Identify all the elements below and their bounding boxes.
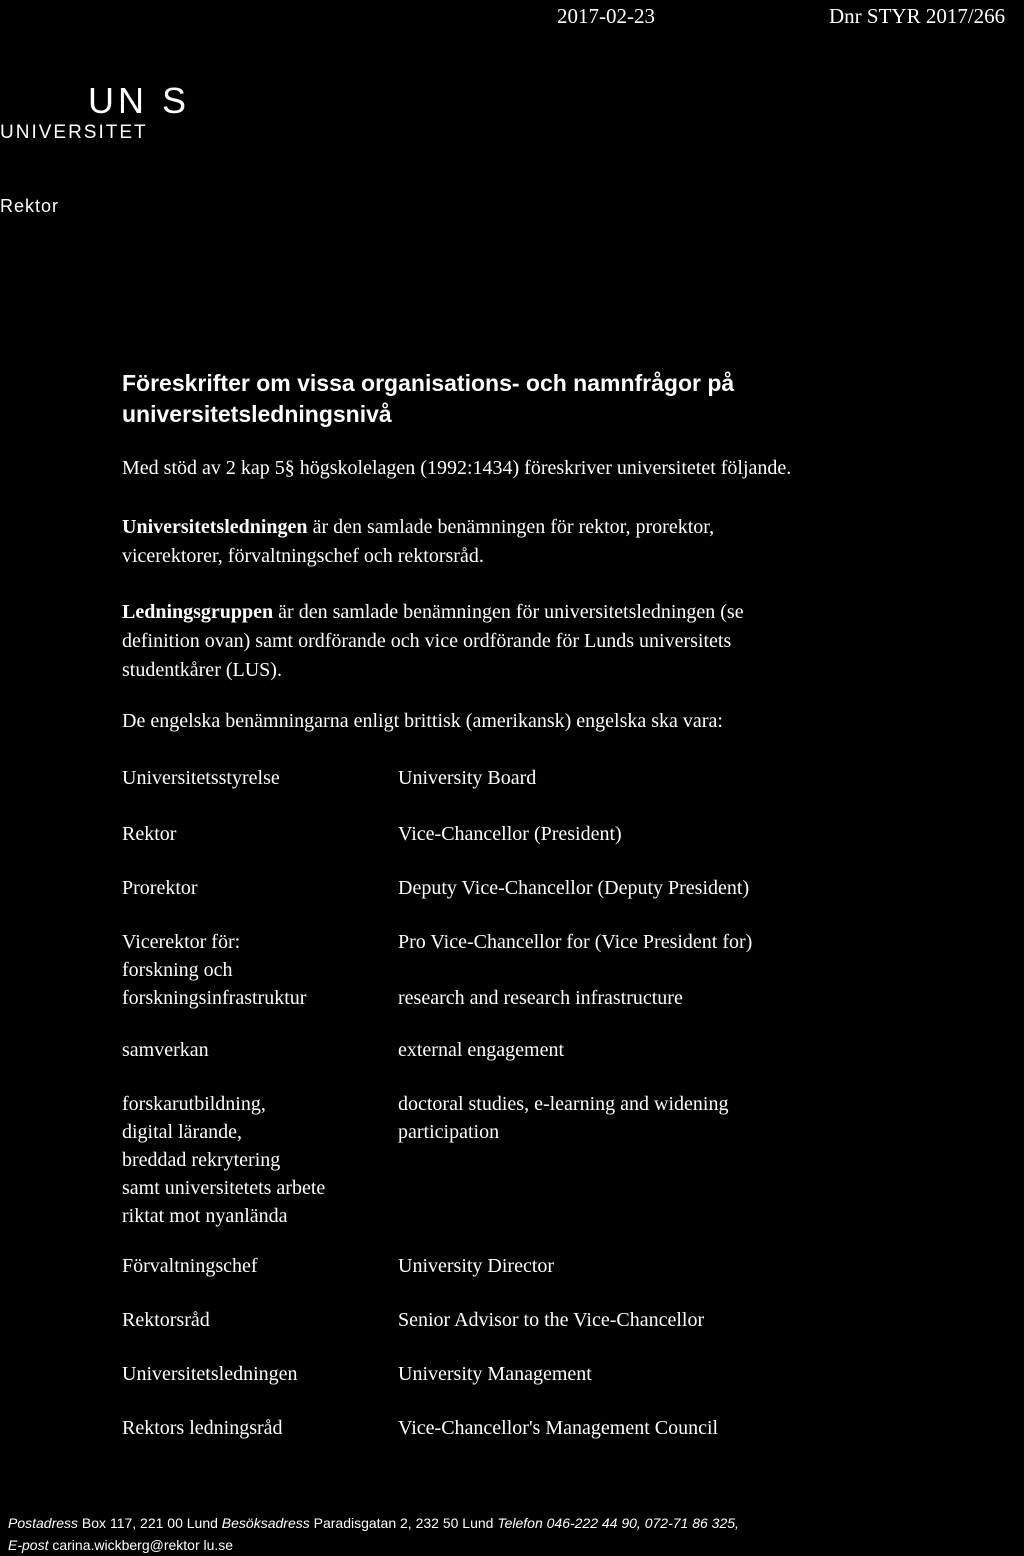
term-english-line: research and research infrastructure: [398, 987, 683, 1009]
footer-email-label: E-post: [8, 1537, 49, 1553]
footer-postal-value: Box 117, 221 00 Lund: [78, 1515, 222, 1531]
footer-visit-value: Paradisgatan 2, 232 50 Lund: [309, 1515, 498, 1531]
term-english-line: University Director: [398, 1255, 555, 1277]
footer-contact-line-1: [8, 1512, 1018, 1534]
term-swedish-line: Rektors ledningsråd: [122, 1417, 283, 1439]
term-english: [398, 1306, 998, 1334]
term-swedish-line: Rektor: [122, 823, 177, 845]
term-english: [398, 928, 998, 1012]
term-swedish-line: Rektorsråd: [122, 1309, 210, 1331]
definition-text: vicerektorer, förvaltningschef och rektorsråd.: [122, 545, 484, 567]
definition-text: definition ovan) samt ordförande och vice ordförande för Lunds universitets: [122, 630, 732, 652]
term-swedish-line: Vicerektor för:: [122, 931, 241, 953]
term-english-line: University Management: [398, 1363, 592, 1385]
term-english: [398, 1414, 998, 1442]
footer-phone: Telefon 046-222 44 90, 072-71 86 325,: [497, 1515, 739, 1531]
term-english: [398, 1036, 998, 1064]
title-line-1: Föreskrifter om vissa organisations- och namnfrågor på: [122, 370, 735, 396]
term-swedish-line: Universitetsstyrelse: [122, 767, 280, 789]
term-english: [398, 1090, 998, 1146]
term-english-line: participation: [398, 1121, 500, 1143]
term-swedish-line: digital lärande,: [122, 1121, 242, 1143]
footer-email-value: carina.wickberg@rektor lu.se: [48, 1537, 234, 1553]
footer-postal-label: Postadress: [8, 1515, 79, 1531]
department-label: Rektor: [0, 196, 60, 216]
term-english-line: [398, 956, 998, 984]
term-english-line: doctoral studies, e-learning and widening: [398, 1093, 729, 1115]
term-swedish-line: riktat mot nyanlända: [122, 1205, 288, 1227]
term-swedish-line: forskarutbildning,: [122, 1093, 266, 1115]
term-swedish: [122, 1252, 382, 1280]
term-swedish: [122, 928, 382, 1012]
term-swedish-line: samverkan: [122, 1039, 209, 1061]
term-swedish: [122, 1306, 382, 1334]
definition-text: är den samlade benämningen för rektor, prorektor,: [307, 516, 715, 538]
footer-visit-label: Besöksadress: [221, 1515, 310, 1531]
term-swedish-line: forskningsinfrastruktur: [122, 987, 307, 1009]
definition-universitetsledningen: [122, 513, 912, 571]
term-english-line: Senior Advisor to the Vice-Chancellor: [398, 1309, 705, 1331]
document-date: 2017-02-23: [557, 4, 655, 28]
definition-ledningsgruppen: [122, 598, 912, 685]
term-swedish-line: Prorektor: [122, 877, 198, 899]
term-swedish-line: forskning och: [122, 959, 233, 981]
intro-paragraph: Med stöd av 2 kap 5§ högskolelagen (1992:1434) föreskriver universitetet följande.: [122, 457, 792, 479]
term-swedish: [122, 1360, 382, 1388]
title-line-2: universitetsledningsnivå: [122, 401, 392, 427]
names-intro: De engelska benämningarna enligt brittisk (amerikansk) engelska ska vara:: [122, 710, 723, 732]
term-english-line: Pro Vice-Chancellor for (Vice President for): [398, 931, 753, 953]
term-swedish: [122, 874, 382, 902]
term-swedish: [122, 1090, 382, 1230]
term-english-line: University Board: [398, 767, 537, 789]
term-english: [398, 1252, 998, 1280]
term-english: [398, 1360, 998, 1388]
document-reference: Dnr STYR 2017/266: [829, 4, 1006, 28]
definition-text: är den samlade benämningen för universitetsledningen (se: [273, 601, 744, 623]
term-swedish-line: samt universitetets arbete: [122, 1177, 326, 1199]
term-english: [398, 820, 998, 848]
term-english-line: Vice-Chancellor (President): [398, 823, 622, 845]
term-swedish: [122, 764, 382, 792]
term-swedish: [122, 1414, 382, 1442]
term-swedish-line: Förvaltningschef: [122, 1255, 258, 1277]
university-logo-wordmark: UN S: [88, 80, 191, 121]
term-english: [398, 764, 998, 792]
definition-term: Universitetsledningen: [122, 516, 308, 538]
term-english-line: Vice-Chancellor's Management Council: [398, 1417, 719, 1439]
term-english-line: Deputy Vice-Chancellor (Deputy President): [398, 877, 750, 899]
footer-contact-line-2: [8, 1534, 1018, 1556]
definition-term: Ledningsgruppen: [122, 601, 274, 623]
term-swedish: [122, 820, 382, 848]
term-swedish-line: Universitetsledningen: [122, 1363, 298, 1385]
document-title: [122, 368, 922, 430]
term-swedish-line: breddad rekrytering: [122, 1149, 281, 1171]
term-swedish: [122, 1036, 382, 1064]
definition-text: studentkårer (LUS).: [122, 659, 282, 681]
term-english-line: external engagement: [398, 1039, 565, 1061]
university-logo-subtitle: UNIVERSITET: [0, 122, 148, 143]
term-english: [398, 874, 998, 902]
